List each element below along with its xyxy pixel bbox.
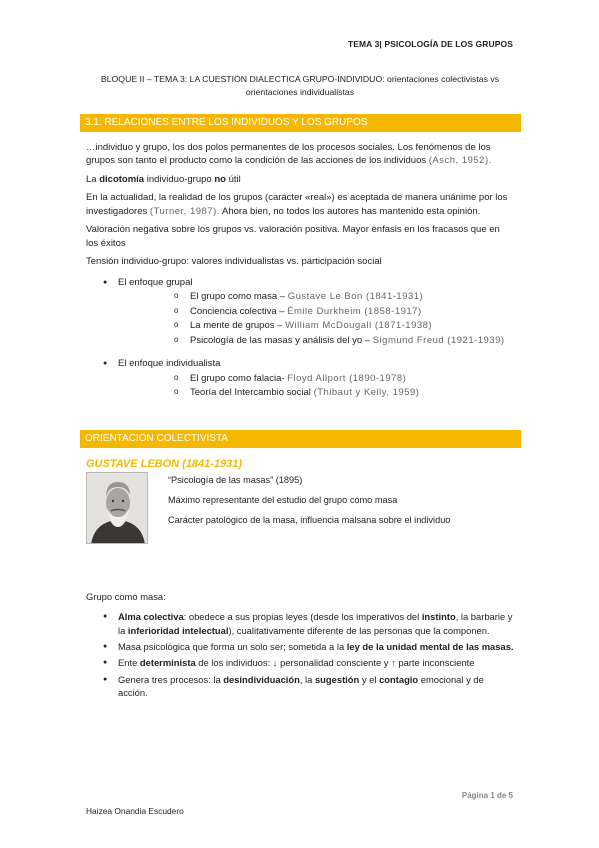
sub-item-ref: Sigmund Freud (1921-1939) bbox=[372, 334, 505, 346]
p3-main: En la actualidad, la realidad de los grupos (carácter «real») es aceptada de manera unánime por los investigadores bbox=[86, 192, 508, 217]
bold-ley-unidad: ley de la unidad mental de las masas. bbox=[346, 641, 514, 653]
enfoque-individualista-item bbox=[86, 357, 514, 399]
doc-title-rest-2: orientaciones individualistas bbox=[245, 87, 355, 98]
bold-sugestion: sugestión bbox=[314, 673, 360, 685]
p2-pre: La bbox=[86, 173, 97, 185]
p2-post: útil bbox=[228, 173, 241, 185]
list-item-alma-colectiva bbox=[86, 610, 514, 637]
list-item-ente-determinista bbox=[86, 656, 514, 669]
lebon-line-2: Máximo representante del estudio del grupo como masa bbox=[168, 495, 398, 506]
b4-text-c: y el bbox=[361, 673, 377, 685]
b4-text-b: , la bbox=[299, 673, 313, 685]
portrait-illustration bbox=[87, 473, 148, 544]
bold-contagio: contagio bbox=[379, 673, 419, 685]
enfoque-grupal-list bbox=[86, 276, 514, 400]
sub-item-text: Psicología de las masas y análisis del yo – bbox=[190, 334, 371, 346]
enfoque-individualista-label: El enfoque individualista bbox=[118, 358, 221, 370]
b2-text-a: Masa psicológica que forma un solo ser; sometida a la bbox=[118, 641, 345, 653]
paragraph-5: Tensión individuo-grupo: valores individualistas vs. participación social bbox=[86, 256, 382, 268]
p2-mid: individuo-grupo bbox=[146, 173, 212, 185]
doc-title-bloque: BLOQUE II – TEMA 3: bbox=[100, 74, 188, 84]
sub-list-item bbox=[118, 386, 514, 399]
p3-tail: Ahora bien, no todos los autores has mantenido esta opinión. bbox=[222, 205, 481, 217]
b1-text-b: , la barbarie y la bbox=[118, 611, 513, 636]
sub-list-item bbox=[118, 372, 514, 385]
sub-item-ref: Floyd Allport (1890-1978) bbox=[287, 372, 407, 384]
lebon-description bbox=[168, 474, 514, 534]
paragraph-1 bbox=[86, 141, 514, 168]
sub-list-item bbox=[118, 319, 514, 332]
sub-item-ref: William McDougall (1871-1938) bbox=[285, 320, 433, 332]
list-item-masa-psicologica bbox=[86, 640, 514, 653]
page-header-title: TEMA 3| PSICOLOGÍA DE LOS GRUPOS bbox=[347, 39, 513, 49]
sub-item-ref: (Thibaut y Kelly, 1959) bbox=[313, 387, 420, 399]
sub-list-item bbox=[118, 305, 514, 318]
grupo-como-masa-list bbox=[86, 610, 514, 699]
b1-text-a: : obedece a sus propias leyes (desde los imperativos del bbox=[183, 611, 420, 623]
b4-text-d: emocional y de acción. bbox=[118, 673, 484, 699]
b3-text-b: de los individuos: ↓ personalidad consciente y ↑ parte inconsciente bbox=[198, 657, 475, 669]
paragraph-3 bbox=[86, 191, 514, 218]
enfoque-grupal-label: El enfoque grupal bbox=[118, 276, 193, 288]
grupo-como-masa-section bbox=[86, 590, 514, 702]
paragraph-1-text: …individuo y grupo, los dos polos permanentes de los procesos sociales. Los fenómenos de los grupos son tanto el producto como la condición de las acciones de los individuos bbox=[86, 142, 491, 167]
p2-bold-dicotomia: dicotomía bbox=[99, 173, 145, 185]
sub-item-text: Conciencia colectiva – bbox=[190, 305, 285, 317]
grupal-sub-list bbox=[118, 290, 514, 347]
sub-item-text: El grupo como masa – bbox=[190, 291, 286, 303]
individualista-sub-list bbox=[118, 372, 514, 400]
p2-bold-no: no bbox=[214, 173, 226, 185]
grupo-como-masa-label: Grupo como masa: bbox=[86, 591, 166, 602]
sub-item-text: Teoría del Intercambio social bbox=[190, 387, 311, 399]
sub-item-text: La mente de grupos – bbox=[190, 320, 283, 332]
footer-page-number: Página 1 de 5 bbox=[461, 791, 513, 800]
document-title bbox=[86, 73, 514, 100]
b3-text-a: Ente bbox=[118, 657, 138, 669]
paragraph-1-ref: (Asch, 1952). bbox=[428, 155, 492, 167]
enfoque-grupal-item bbox=[86, 276, 514, 347]
bold-alma-colectiva: Alma colectiva bbox=[118, 611, 184, 623]
sub-item-text: El grupo como falacia- bbox=[190, 372, 285, 384]
b1-text-c: ), cualitativamente diferente de las personas que la componen. bbox=[228, 624, 490, 636]
bold-instinto: instinto bbox=[421, 611, 456, 623]
b4-text-a: Genera tres procesos: la bbox=[118, 673, 221, 685]
paragraph-2 bbox=[86, 173, 514, 186]
lebon-line-3: Carácter patológico de la masa, influencia malsana sobre el individuo bbox=[168, 515, 451, 526]
section-heading-3-1: 3.1. RELACIONES ENTRE LOS INDIVIDUOS Y LOS GRUPOS bbox=[80, 114, 521, 132]
section-1-body bbox=[86, 141, 514, 402]
lebon-line-1: “Psicología de las masas” (1895) bbox=[168, 475, 303, 485]
footer-author: Haizea Onandia Escudero bbox=[86, 806, 184, 816]
doc-title-rest-1: : orientaciones colectivistas vs bbox=[382, 74, 500, 84]
subheading-gustave-lebon: GUSTAVE LEBON (1841-1931) bbox=[86, 458, 243, 470]
sub-item-ref: Gustave Le Bon (1841-1931) bbox=[287, 291, 424, 303]
sub-list-item bbox=[118, 290, 514, 303]
sub-list-item bbox=[118, 334, 514, 347]
bold-determinista: determinista bbox=[139, 657, 196, 669]
bold-desindividuacion: desindividuación bbox=[223, 673, 300, 685]
p3-ref: (Turner, 1987). bbox=[149, 205, 220, 217]
portrait-photo-icon bbox=[86, 472, 148, 544]
paragraph-4: Valoración negativa sobre los grupos vs. valoración positiva. Mayor énfasis en los fracasos que en los éxitos bbox=[86, 224, 500, 249]
doc-title-main: LA CUESTIÓN DIALECTICA GRUPO-INDIVIDUO bbox=[189, 74, 383, 84]
list-item-tres-procesos bbox=[86, 673, 514, 700]
sub-item-ref: Émile Durkheim (1858-1917) bbox=[287, 305, 422, 317]
bold-inferioridad: inferioridad intelectual bbox=[127, 624, 229, 636]
section-heading-orientacion-colectivista: ORIENTACION COLECTIVISTA bbox=[80, 430, 521, 448]
